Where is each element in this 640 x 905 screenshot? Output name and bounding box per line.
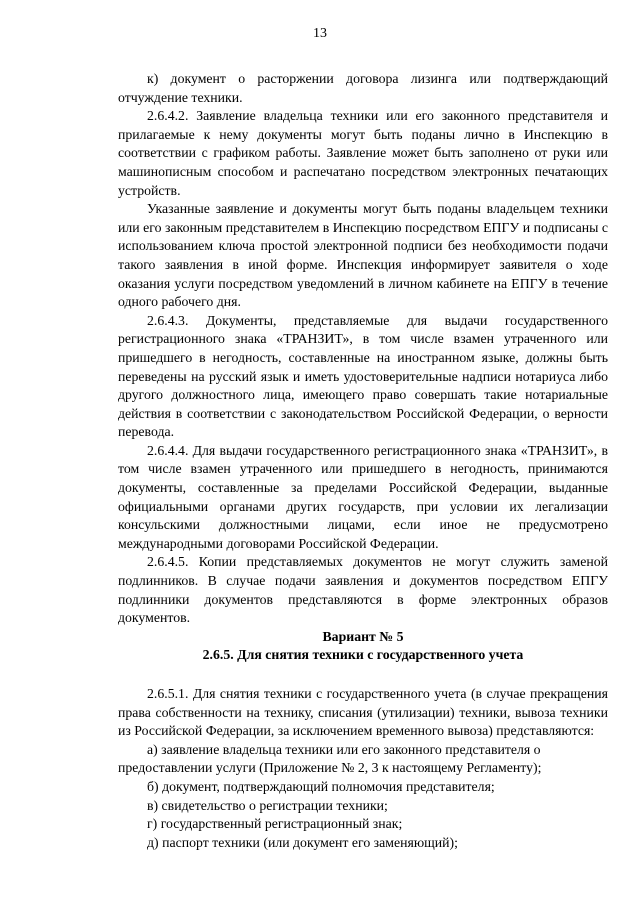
list-item: б) документ, подтверждающий полномочия представителя; [147,778,495,794]
document-body [118,70,608,852]
paragraph-2-6-4-4: 2.6.4.4. Для выдачи государственного регистрационного знака «ТРАНЗИТ», в том числе взамен утраченного или пришедшего в негодность, принимаются документы, составленные за пределами Российской Федерации, выданные официальными органами других государств, при условии их легализации консульскими должностными лицами, если иное не предусмотрено международными договорами Российской Федерации. [118,442,608,551]
list-item: г) государственный регистрационный знак; [147,816,403,832]
paragraph-2-6-4-3: 2.6.4.3. Документы, представляемые для выдачи государственного регистрационного знака «ТРАНЗИТ», в том числе взамен утраченного или пришедшего в негодность, составленные на иностранном языке, должны быть переведены на русский язык и иметь удостоверительные надписи нотариуса либо другого должностного лица, имеющего право совершать такие нотариальные действия в соответствии с законодательством Российской Федерации, о верности перевода. [118,312,608,440]
paragraph-2-6-4-2: 2.6.4.2. Заявление владельца техники или его законного представителя и прилагаемые к нему документы могут быть поданы лично в Инспекцию в соответствии с графиком работы. Заявление может быть заполнено от руки или машинописным способом и распечатано посредством электронных печатающих устройств. [118,108,608,198]
variant-heading: Вариант № 5 [322,628,404,644]
paragraph-k-item: к) документ о расторжении договора лизинга или подтверждающий отчуждение техники. [118,71,608,105]
paragraph-2-6-5-1: 2.6.5.1. Для снятия техники с государственного учета (в случае прекращения права собственности на технику, списания (утилизации) техники, вывоза техники из Российской Федерации, за исключением временного вывоза) представляются: [118,686,608,739]
list-item: в) свидетельство о регистрации техники; [147,797,388,813]
paragraph-epgu-submission: Указанные заявление и документы могут быть поданы владельцем техники или его законным представителем в Инспекцию посредством ЕПГУ и подписаны с использованием ключа простой электронной подписи без необходимости подачи такого заявления в иной форме. Инспекция информирует заявителя о ходе оказания услуги посредством уведомлений в личном кабинете на ЕПГУ в течение одного рабочего дня. [118,201,608,310]
list-item: д) паспорт техники (или документ его заменяющий); [147,834,458,850]
paragraph-2-6-4-5: 2.6.4.5. Копии представляемых документов не могут служить заменой подлинников. В случае подачи заявления и документов посредством ЕПГУ подлинники документов представляются в форме электронных образов документов. [118,554,608,626]
list-item: а) заявление владельца техники или его законного представителя о предоставлении услуги (Приложение № 2, 3 к настоящему Регламенту); [118,741,542,776]
section-heading: 2.6.5. Для снятия техники с государственного учета [202,647,524,663]
page-number: 13 [313,26,327,41]
